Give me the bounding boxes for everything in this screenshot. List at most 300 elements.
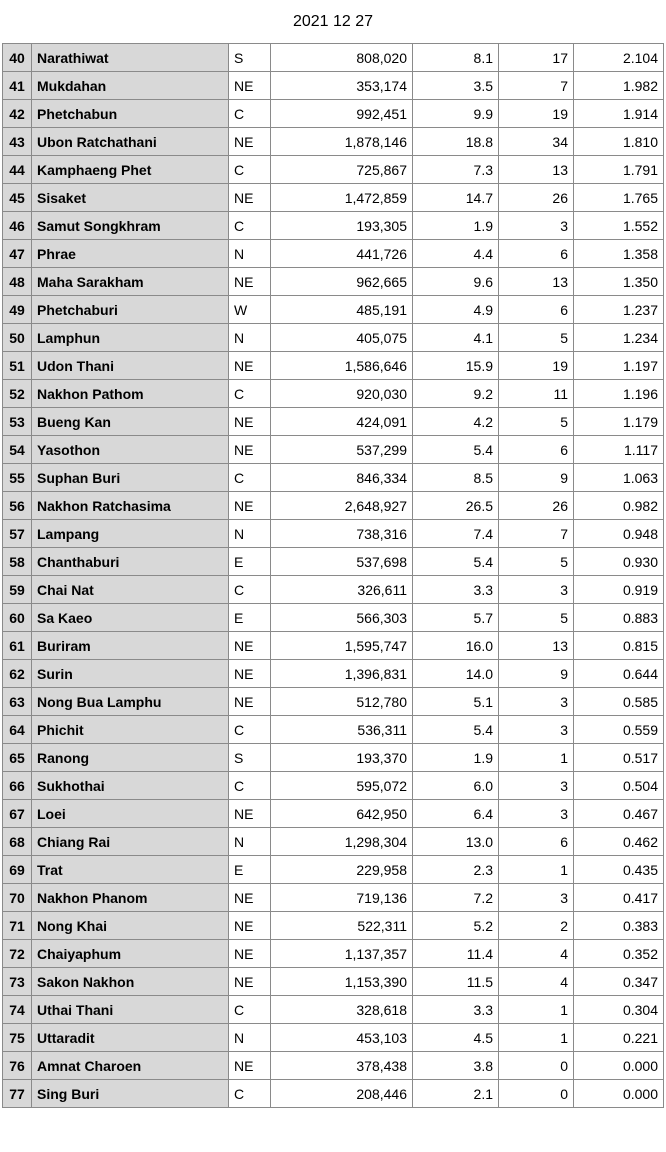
value-cell: 13.0 <box>413 828 499 856</box>
table-row <box>3 268 664 296</box>
region-cell: C <box>229 156 271 184</box>
rank-cell: 42 <box>3 100 32 128</box>
rank-cell: 67 <box>3 800 32 828</box>
rank-cell: 57 <box>3 520 32 548</box>
region-cell: NE <box>229 940 271 968</box>
ratio-cell: 0.347 <box>574 968 664 996</box>
table-row <box>3 744 664 772</box>
region-cell: C <box>229 772 271 800</box>
count-cell: 13 <box>499 268 574 296</box>
table-row <box>3 520 664 548</box>
count-cell: 13 <box>499 156 574 184</box>
rank-cell: 63 <box>3 688 32 716</box>
rank-cell: 50 <box>3 324 32 352</box>
region-cell: NE <box>229 128 271 156</box>
table-row <box>3 352 664 380</box>
table-row <box>3 856 664 884</box>
rank-cell: 49 <box>3 296 32 324</box>
population-cell: 453,103 <box>271 1024 413 1052</box>
province-cell: Amnat Charoen <box>32 1052 229 1080</box>
table-row <box>3 632 664 660</box>
population-cell: 962,665 <box>271 268 413 296</box>
region-cell: E <box>229 856 271 884</box>
count-cell: 1 <box>499 744 574 772</box>
province-cell: Ranong <box>32 744 229 772</box>
ratio-cell: 0.435 <box>574 856 664 884</box>
rank-cell: 77 <box>3 1080 32 1108</box>
province-cell: Surin <box>32 660 229 688</box>
value-cell: 4.4 <box>413 240 499 268</box>
region-cell: C <box>229 380 271 408</box>
province-cell: Uttaradit <box>32 1024 229 1052</box>
value-cell: 18.8 <box>413 128 499 156</box>
population-cell: 193,370 <box>271 744 413 772</box>
region-cell: NE <box>229 352 271 380</box>
province-cell: Bueng Kan <box>32 408 229 436</box>
region-cell: NE <box>229 1052 271 1080</box>
table-row <box>3 772 664 800</box>
province-cell: Chaiyaphum <box>32 940 229 968</box>
province-cell: Udon Thani <box>32 352 229 380</box>
population-cell: 328,618 <box>271 996 413 1024</box>
value-cell: 3.3 <box>413 996 499 1024</box>
count-cell: 2 <box>499 912 574 940</box>
ratio-cell: 0.930 <box>574 548 664 576</box>
value-cell: 1.9 <box>413 212 499 240</box>
count-cell: 13 <box>499 632 574 660</box>
value-cell: 4.1 <box>413 324 499 352</box>
rank-cell: 53 <box>3 408 32 436</box>
value-cell: 2.3 <box>413 856 499 884</box>
count-cell: 3 <box>499 716 574 744</box>
count-cell: 0 <box>499 1080 574 1108</box>
value-cell: 6.0 <box>413 772 499 800</box>
table-row <box>3 1052 664 1080</box>
province-cell: Phrae <box>32 240 229 268</box>
province-cell: Mukdahan <box>32 72 229 100</box>
table-row <box>3 660 664 688</box>
count-cell: 26 <box>499 184 574 212</box>
population-cell: 1,595,747 <box>271 632 413 660</box>
count-cell: 3 <box>499 772 574 800</box>
ratio-cell: 0.644 <box>574 660 664 688</box>
count-cell: 11 <box>499 380 574 408</box>
count-cell: 1 <box>499 856 574 884</box>
region-cell: C <box>229 100 271 128</box>
count-cell: 5 <box>499 408 574 436</box>
ratio-cell: 0.352 <box>574 940 664 968</box>
rank-cell: 64 <box>3 716 32 744</box>
ratio-cell: 0.304 <box>574 996 664 1024</box>
count-cell: 6 <box>499 296 574 324</box>
count-cell: 6 <box>499 436 574 464</box>
table-row <box>3 576 664 604</box>
count-cell: 19 <box>499 352 574 380</box>
region-cell: NE <box>229 800 271 828</box>
region-cell: NE <box>229 688 271 716</box>
region-cell: C <box>229 716 271 744</box>
province-cell: Lamphun <box>32 324 229 352</box>
rank-cell: 48 <box>3 268 32 296</box>
rank-cell: 71 <box>3 912 32 940</box>
table-row <box>3 968 664 996</box>
region-cell: C <box>229 576 271 604</box>
ratio-cell: 1.117 <box>574 436 664 464</box>
table-row <box>3 296 664 324</box>
table-row <box>3 688 664 716</box>
region-cell: C <box>229 464 271 492</box>
table-row <box>3 1080 664 1108</box>
province-cell: Nong Bua Lamphu <box>32 688 229 716</box>
region-cell: E <box>229 604 271 632</box>
province-cell: Sakon Nakhon <box>32 968 229 996</box>
rank-cell: 45 <box>3 184 32 212</box>
province-cell: Nakhon Phanom <box>32 884 229 912</box>
table-row <box>3 716 664 744</box>
region-cell: NE <box>229 912 271 940</box>
rank-cell: 72 <box>3 940 32 968</box>
count-cell: 17 <box>499 44 574 72</box>
ratio-cell: 0.221 <box>574 1024 664 1052</box>
rank-cell: 74 <box>3 996 32 1024</box>
table-row <box>3 884 664 912</box>
province-cell: Nakhon Pathom <box>32 380 229 408</box>
province-cell: Samut Songkhram <box>32 212 229 240</box>
table-row <box>3 604 664 632</box>
ratio-cell: 0.000 <box>574 1080 664 1108</box>
table-row <box>3 548 664 576</box>
table-row <box>3 800 664 828</box>
province-cell: Narathiwat <box>32 44 229 72</box>
population-cell: 326,611 <box>271 576 413 604</box>
ratio-cell: 1.196 <box>574 380 664 408</box>
population-cell: 485,191 <box>271 296 413 324</box>
population-cell: 424,091 <box>271 408 413 436</box>
rank-cell: 47 <box>3 240 32 268</box>
value-cell: 5.1 <box>413 688 499 716</box>
value-cell: 3.5 <box>413 72 499 100</box>
province-cell: Phetchabun <box>32 100 229 128</box>
province-cell: Uthai Thani <box>32 996 229 1024</box>
region-cell: NE <box>229 660 271 688</box>
value-cell: 4.2 <box>413 408 499 436</box>
value-cell: 26.5 <box>413 492 499 520</box>
value-cell: 5.2 <box>413 912 499 940</box>
value-cell: 5.7 <box>413 604 499 632</box>
ratio-cell: 0.883 <box>574 604 664 632</box>
value-cell: 4.5 <box>413 1024 499 1052</box>
rank-cell: 76 <box>3 1052 32 1080</box>
population-cell: 522,311 <box>271 912 413 940</box>
table-row <box>3 996 664 1024</box>
ratio-cell: 1.237 <box>574 296 664 324</box>
province-cell: Buriram <box>32 632 229 660</box>
population-cell: 725,867 <box>271 156 413 184</box>
ratio-cell: 1.982 <box>574 72 664 100</box>
rank-cell: 58 <box>3 548 32 576</box>
count-cell: 19 <box>499 100 574 128</box>
ratio-cell: 2.104 <box>574 44 664 72</box>
population-cell: 537,299 <box>271 436 413 464</box>
population-cell: 2,648,927 <box>271 492 413 520</box>
population-cell: 566,303 <box>271 604 413 632</box>
population-cell: 595,072 <box>271 772 413 800</box>
value-cell: 8.5 <box>413 464 499 492</box>
population-cell: 719,136 <box>271 884 413 912</box>
ratio-cell: 0.559 <box>574 716 664 744</box>
table-row <box>3 436 664 464</box>
value-cell: 7.2 <box>413 884 499 912</box>
page-title: 2021 12 27 <box>292 13 374 30</box>
count-cell: 6 <box>499 240 574 268</box>
count-cell: 1 <box>499 996 574 1024</box>
region-cell: C <box>229 212 271 240</box>
ratio-cell: 0.919 <box>574 576 664 604</box>
value-cell: 1.9 <box>413 744 499 772</box>
region-cell: W <box>229 296 271 324</box>
rank-cell: 55 <box>3 464 32 492</box>
value-cell: 5.4 <box>413 548 499 576</box>
rank-cell: 69 <box>3 856 32 884</box>
rank-cell: 68 <box>3 828 32 856</box>
rank-cell: 51 <box>3 352 32 380</box>
rank-cell: 56 <box>3 492 32 520</box>
table-row <box>3 184 664 212</box>
count-cell: 4 <box>499 968 574 996</box>
count-cell: 0 <box>499 1052 574 1080</box>
population-cell: 1,878,146 <box>271 128 413 156</box>
count-cell: 3 <box>499 212 574 240</box>
region-cell: N <box>229 324 271 352</box>
province-table <box>2 43 664 1108</box>
value-cell: 14.0 <box>413 660 499 688</box>
table-body <box>3 44 664 1108</box>
rank-cell: 66 <box>3 772 32 800</box>
ratio-cell: 1.791 <box>574 156 664 184</box>
count-cell: 1 <box>499 1024 574 1052</box>
population-cell: 992,451 <box>271 100 413 128</box>
population-cell: 1,472,859 <box>271 184 413 212</box>
rank-cell: 43 <box>3 128 32 156</box>
value-cell: 11.4 <box>413 940 499 968</box>
population-cell: 738,316 <box>271 520 413 548</box>
province-cell: Phetchaburi <box>32 296 229 324</box>
count-cell: 5 <box>499 548 574 576</box>
province-cell: Loei <box>32 800 229 828</box>
count-cell: 34 <box>499 128 574 156</box>
province-cell: Sa Kaeo <box>32 604 229 632</box>
table-row <box>3 240 664 268</box>
ratio-cell: 0.517 <box>574 744 664 772</box>
value-cell: 14.7 <box>413 184 499 212</box>
province-cell: Chiang Rai <box>32 828 229 856</box>
ratio-cell: 0.815 <box>574 632 664 660</box>
population-cell: 193,305 <box>271 212 413 240</box>
table-row <box>3 324 664 352</box>
value-cell: 15.9 <box>413 352 499 380</box>
ratio-cell: 0.504 <box>574 772 664 800</box>
rank-cell: 70 <box>3 884 32 912</box>
province-cell: Nakhon Ratchasima <box>32 492 229 520</box>
region-cell: E <box>229 548 271 576</box>
rank-cell: 52 <box>3 380 32 408</box>
population-cell: 378,438 <box>271 1052 413 1080</box>
province-cell: Yasothon <box>32 436 229 464</box>
population-cell: 208,446 <box>271 1080 413 1108</box>
population-cell: 405,075 <box>271 324 413 352</box>
count-cell: 9 <box>499 660 574 688</box>
rank-cell: 65 <box>3 744 32 772</box>
rank-cell: 62 <box>3 660 32 688</box>
population-cell: 642,950 <box>271 800 413 828</box>
region-cell: N <box>229 828 271 856</box>
population-cell: 1,298,304 <box>271 828 413 856</box>
ratio-cell: 0.383 <box>574 912 664 940</box>
province-cell: Chanthaburi <box>32 548 229 576</box>
rank-cell: 61 <box>3 632 32 660</box>
region-cell: C <box>229 1080 271 1108</box>
population-cell: 1,137,357 <box>271 940 413 968</box>
count-cell: 3 <box>499 884 574 912</box>
rank-cell: 59 <box>3 576 32 604</box>
rank-cell: 40 <box>3 44 32 72</box>
region-cell: NE <box>229 884 271 912</box>
value-cell: 3.8 <box>413 1052 499 1080</box>
rank-cell: 73 <box>3 968 32 996</box>
province-cell: Kamphaeng Phet <box>32 156 229 184</box>
table-row <box>3 100 664 128</box>
region-cell: NE <box>229 72 271 100</box>
count-cell: 7 <box>499 520 574 548</box>
table-row <box>3 156 664 184</box>
value-cell: 3.3 <box>413 576 499 604</box>
count-cell: 6 <box>499 828 574 856</box>
region-cell: S <box>229 44 271 72</box>
rank-cell: 54 <box>3 436 32 464</box>
province-cell: Chai Nat <box>32 576 229 604</box>
count-cell: 5 <box>499 604 574 632</box>
rank-cell: 60 <box>3 604 32 632</box>
population-cell: 1,396,831 <box>271 660 413 688</box>
province-cell: Suphan Buri <box>32 464 229 492</box>
table-row <box>3 912 664 940</box>
table-row <box>3 464 664 492</box>
value-cell: 9.9 <box>413 100 499 128</box>
province-cell: Sukhothai <box>32 772 229 800</box>
region-cell: NE <box>229 184 271 212</box>
ratio-cell: 1.914 <box>574 100 664 128</box>
count-cell: 4 <box>499 940 574 968</box>
ratio-cell: 1.197 <box>574 352 664 380</box>
value-cell: 2.1 <box>413 1080 499 1108</box>
value-cell: 9.6 <box>413 268 499 296</box>
value-cell: 7.4 <box>413 520 499 548</box>
rank-cell: 75 <box>3 1024 32 1052</box>
ratio-cell: 1.358 <box>574 240 664 268</box>
ratio-cell: 1.234 <box>574 324 664 352</box>
value-cell: 9.2 <box>413 380 499 408</box>
ratio-cell: 0.462 <box>574 828 664 856</box>
rank-cell: 41 <box>3 72 32 100</box>
ratio-cell: 1.552 <box>574 212 664 240</box>
value-cell: 7.3 <box>413 156 499 184</box>
province-cell: Sisaket <box>32 184 229 212</box>
region-cell: N <box>229 1024 271 1052</box>
ratio-cell: 0.467 <box>574 800 664 828</box>
population-cell: 229,958 <box>271 856 413 884</box>
count-cell: 9 <box>499 464 574 492</box>
population-cell: 1,153,390 <box>271 968 413 996</box>
population-cell: 537,698 <box>271 548 413 576</box>
ratio-cell: 0.417 <box>574 884 664 912</box>
province-cell: Trat <box>32 856 229 884</box>
region-cell: N <box>229 520 271 548</box>
count-cell: 26 <box>499 492 574 520</box>
value-cell: 5.4 <box>413 436 499 464</box>
value-cell: 6.4 <box>413 800 499 828</box>
table-row <box>3 72 664 100</box>
table-row <box>3 940 664 968</box>
value-cell: 11.5 <box>413 968 499 996</box>
ratio-cell: 0.585 <box>574 688 664 716</box>
province-cell: Lampang <box>32 520 229 548</box>
rank-cell: 46 <box>3 212 32 240</box>
ratio-cell: 1.179 <box>574 408 664 436</box>
count-cell: 7 <box>499 72 574 100</box>
province-cell: Maha Sarakham <box>32 268 229 296</box>
count-cell: 5 <box>499 324 574 352</box>
table-row <box>3 380 664 408</box>
table-row <box>3 408 664 436</box>
ratio-cell: 1.350 <box>574 268 664 296</box>
table-row <box>3 1024 664 1052</box>
region-cell: NE <box>229 408 271 436</box>
table-row <box>3 212 664 240</box>
table-row <box>3 828 664 856</box>
region-cell: NE <box>229 632 271 660</box>
table-row <box>3 128 664 156</box>
ratio-cell: 1.765 <box>574 184 664 212</box>
province-cell: Ubon Ratchathani <box>32 128 229 156</box>
count-cell: 3 <box>499 800 574 828</box>
value-cell: 4.9 <box>413 296 499 324</box>
table-row <box>3 492 664 520</box>
region-cell: NE <box>229 968 271 996</box>
ratio-cell: 0.982 <box>574 492 664 520</box>
region-cell: NE <box>229 268 271 296</box>
population-cell: 353,174 <box>271 72 413 100</box>
ratio-cell: 1.810 <box>574 128 664 156</box>
region-cell: C <box>229 996 271 1024</box>
region-cell: NE <box>229 492 271 520</box>
value-cell: 16.0 <box>413 632 499 660</box>
population-cell: 1,586,646 <box>271 352 413 380</box>
ratio-cell: 0.000 <box>574 1052 664 1080</box>
count-cell: 3 <box>499 576 574 604</box>
value-cell: 8.1 <box>413 44 499 72</box>
ratio-cell: 0.948 <box>574 520 664 548</box>
population-cell: 808,020 <box>271 44 413 72</box>
table-row <box>3 44 664 72</box>
value-cell: 5.4 <box>413 716 499 744</box>
population-cell: 536,311 <box>271 716 413 744</box>
province-cell: Phichit <box>32 716 229 744</box>
rank-cell: 44 <box>3 156 32 184</box>
region-cell: NE <box>229 436 271 464</box>
province-cell: Nong Khai <box>32 912 229 940</box>
ratio-cell: 1.063 <box>574 464 664 492</box>
region-cell: S <box>229 744 271 772</box>
